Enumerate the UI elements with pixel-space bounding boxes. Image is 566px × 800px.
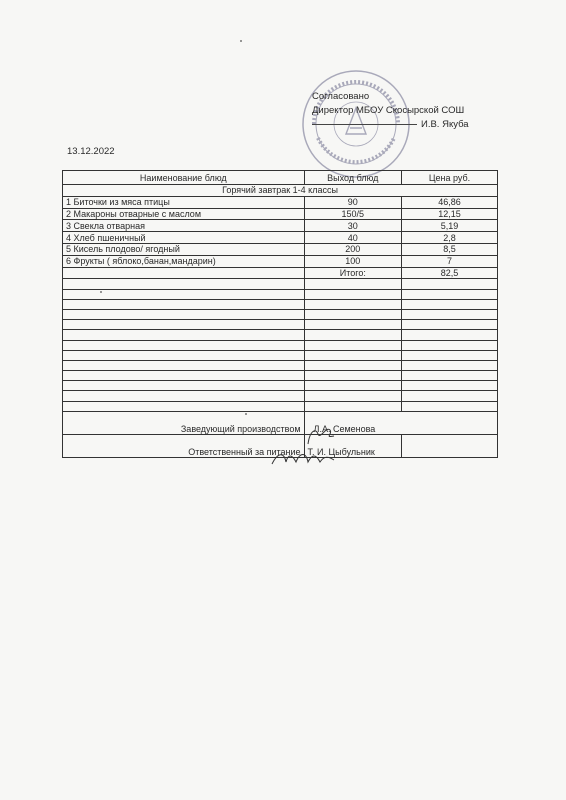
dish-price: 8,5 xyxy=(402,243,498,255)
dish-name: 6 Фрукты ( яблоко,банан,мандарин) xyxy=(63,255,305,267)
empty-row xyxy=(63,299,498,309)
dish-price: 12,15 xyxy=(402,208,498,220)
handwritten-signature-head xyxy=(300,424,340,448)
dish-yield: 90 xyxy=(304,196,402,208)
dish-price: 7 xyxy=(402,255,498,267)
dish-name: 2 Макароны отварные с маслом xyxy=(63,208,305,220)
empty-row xyxy=(63,350,498,360)
table-row xyxy=(63,232,498,244)
head-name: Л.А. Семенова xyxy=(313,423,376,434)
dish-yield: 100 xyxy=(304,255,402,267)
header-yield: Выход блюд xyxy=(304,171,402,185)
dish-yield: 30 xyxy=(304,220,402,232)
table-row xyxy=(63,255,498,267)
resp-title-cell xyxy=(63,434,305,457)
approval-signature-line xyxy=(312,118,562,132)
total-spacer xyxy=(63,267,305,279)
head-title-cell xyxy=(63,411,305,434)
dish-name: 1 Биточки из мяса птицы xyxy=(63,196,305,208)
table-row xyxy=(63,196,498,208)
empty-row xyxy=(63,279,498,289)
empty-row xyxy=(63,289,498,299)
signature-line xyxy=(312,124,417,125)
dish-yield: 200 xyxy=(304,243,402,255)
dish-price: 5,19 xyxy=(402,220,498,232)
empty-row xyxy=(63,401,498,411)
total-row xyxy=(63,267,498,279)
dish-yield: 40 xyxy=(304,232,402,244)
dish-yield: 150/5 xyxy=(304,208,402,220)
resp-empty-cell xyxy=(402,434,498,457)
resp-name: Т. И. Цыбульник xyxy=(307,446,375,457)
resp-title: Ответственный за питание xyxy=(188,446,301,457)
empty-row xyxy=(63,320,498,330)
signature-row-head xyxy=(63,411,498,434)
empty-row xyxy=(63,371,498,381)
dish-price: 46,86 xyxy=(402,196,498,208)
table-header-row xyxy=(63,171,498,185)
empty-row xyxy=(63,330,498,340)
total-label: Итого: xyxy=(304,267,402,279)
empty-row xyxy=(63,381,498,391)
approval-title: Согласовано xyxy=(312,91,370,102)
approval-position: Директор МБОУ Скосырской СОШ xyxy=(312,105,465,116)
dish-name: 4 Хлеб пшеничный xyxy=(63,232,305,244)
table-row xyxy=(63,208,498,220)
total-value: 82,5 xyxy=(402,267,498,279)
menu-table xyxy=(62,170,498,458)
dish-name: 3 Свекла отварная xyxy=(63,220,305,232)
empty-row xyxy=(63,340,498,350)
section-row xyxy=(63,185,498,197)
dish-name: 5 Кисель плодово/ ягодный xyxy=(63,243,305,255)
empty-row xyxy=(63,360,498,370)
section-title: Горячий завтрак 1-4 классы xyxy=(63,185,498,197)
head-title: Заведующий производством xyxy=(180,423,301,434)
empty-row xyxy=(63,391,498,401)
approval-block xyxy=(312,90,562,132)
handwritten-signature-responsible xyxy=(270,448,336,470)
header-dish-name: Наименование блюд xyxy=(63,171,305,185)
table-row xyxy=(63,220,498,232)
table-row xyxy=(63,243,498,255)
document-date: 13.12.2022 xyxy=(67,146,115,157)
dish-price: 2,8 xyxy=(402,232,498,244)
approval-name: И.В. Якуба xyxy=(421,119,469,130)
header-price: Цена руб. xyxy=(402,171,498,185)
scan-speck xyxy=(240,40,242,42)
empty-row xyxy=(63,309,498,319)
